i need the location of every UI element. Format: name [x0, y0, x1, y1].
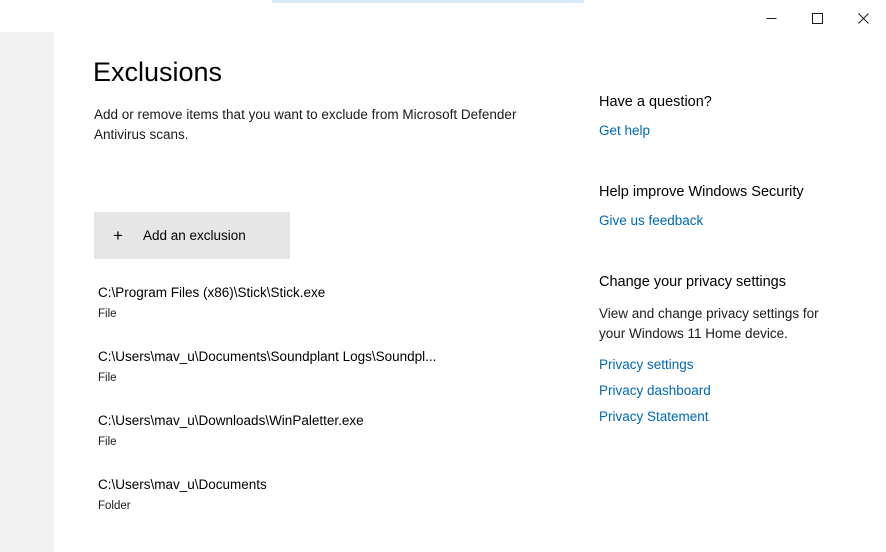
feedback-block [599, 182, 869, 230]
help-block [599, 92, 869, 140]
close-icon [858, 13, 869, 24]
privacy-statement-link[interactable]: Privacy Statement [599, 409, 709, 424]
page-title: Exclusions [93, 57, 223, 87]
minimize-button[interactable] [748, 4, 794, 32]
content-area [54, 32, 886, 552]
exclusion-type: File [98, 308, 117, 320]
list-item[interactable] [98, 412, 568, 450]
exclusion-path: C:\Users\mav_u\Documents [98, 477, 267, 492]
exclusions-list [98, 284, 568, 540]
title-bar [0, 4, 886, 32]
add-an-exclusion-label: Add an exclusion [143, 228, 246, 243]
get-help-link[interactable]: Get help [599, 123, 651, 138]
maximize-icon [812, 13, 823, 24]
side-panel [599, 92, 869, 468]
add-an-exclusion-button[interactable] [94, 212, 290, 259]
privacy-block [599, 272, 869, 426]
privacy-settings-link[interactable]: Privacy settings [599, 357, 694, 372]
list-item[interactable] [98, 284, 568, 322]
navigation-rail[interactable] [0, 32, 54, 552]
give-us-feedback-link[interactable]: Give us feedback [599, 213, 704, 228]
exclusion-path: C:\Program Files (x86)\Stick\Stick.exe [98, 285, 326, 300]
privacy-dashboard-link[interactable]: Privacy dashboard [599, 383, 711, 398]
page-description: Add or remove items that you want to exclude from Microsoft Defender Antivirus scans. [94, 107, 517, 142]
help-heading: Have a question? [599, 94, 712, 110]
list-item[interactable] [98, 476, 568, 514]
window-top-accent [272, 0, 584, 3]
privacy-description: View and change privacy settings for your Windows 11 Home device. [599, 306, 819, 341]
close-button[interactable] [840, 4, 886, 32]
exclusion-path: C:\Users\mav_u\Documents\Soundplant Logs\Soundpl... [98, 349, 437, 364]
plus-icon: + [113, 226, 123, 245]
exclusion-type: File [98, 436, 117, 448]
privacy-heading: Change your privacy settings [599, 274, 786, 290]
exclusion-type: File [98, 372, 117, 384]
list-item[interactable] [98, 348, 568, 386]
exclusion-path: C:\Users\mav_u\Downloads\WinPaletter.exe [98, 413, 364, 428]
minimize-icon [766, 13, 777, 24]
feedback-heading: Help improve Windows Security [599, 184, 804, 200]
maximize-button[interactable] [794, 4, 840, 32]
exclusion-type: Folder [98, 500, 131, 512]
